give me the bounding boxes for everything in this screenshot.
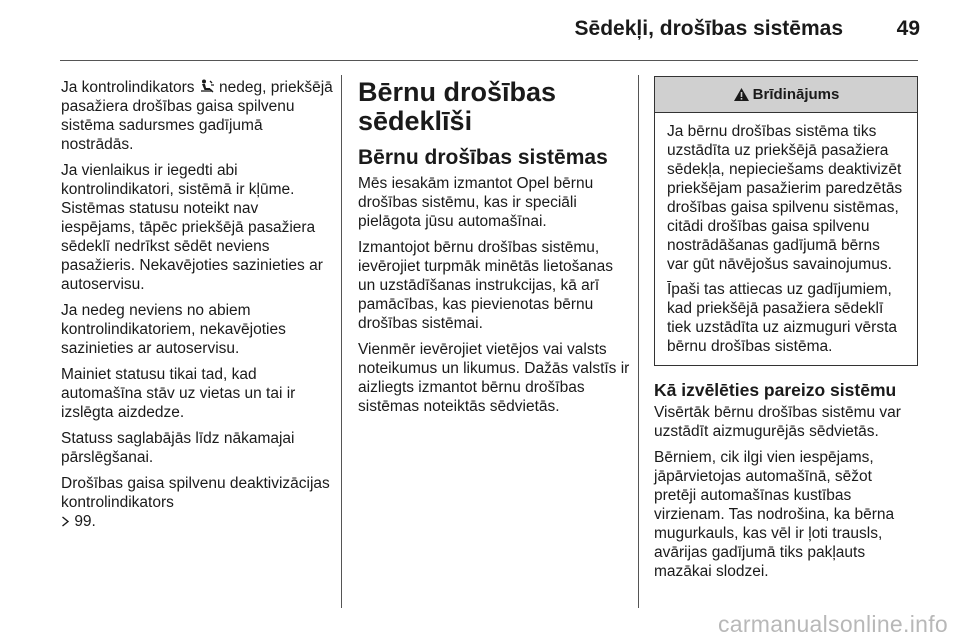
paragraph: Mēs iesakām izmantot Opel bērnu drošības sistēmu, kas ir speciāli pielāgota jūsu automašīnai. — [358, 175, 594, 230]
paragraph: Ja bērnu drošības sistēma tiks uzstādīta uz priekšējā pasažiera sēdekļa, nepieciešams deaktivizēt priekšējam pasažierim paredzētās drošības gaisa spilvenu sistēmas, citādi drošības gaisa spilvenu nostrādāšanas gadījumā bērns var gūt nāvējošus savainojumus. — [667, 123, 903, 273]
paragraph: Statuss saglabājās līdz nākamajai pārslēgšanai. — [61, 430, 295, 466]
warning-triangle-icon — [733, 85, 750, 104]
watermark: carmanualsonline.info — [717, 611, 948, 637]
paragraph: Vienmēr ievērojiet vietējos vai valsts noteikumus un likumus. Dažās valstīs ir aizliegts izmantot bērnu drošības sistēmas noteiktās sēdvietās. — [358, 341, 630, 415]
paragraph: Mainiet statusu tikai tad, kad automašīna stāv uz vietas un tai ir izslēgta aizdedze. — [61, 366, 296, 421]
paragraph: Drošības gaisa spilvenu deaktivizācijas kontrolindikators 99. — [61, 475, 330, 530]
subsection-heading: Kā izvēlēties pareizo sistēmu — [654, 380, 897, 400]
paragraph: Ja nedeg neviens no abiem kontrolindikatoriem, nekavējoties sazinieties ar autoservisu. — [61, 302, 286, 357]
page-number: 49 — [896, 17, 920, 40]
page-title: Sēdekļi, drošības sistēmas — [574, 17, 843, 40]
paragraph: Īpaši tas attiecas uz gadījumiem, kad priekšējā pasažiera sēdeklī tiek uzstādīta uz aizmuguri vērsta bērnu drošības sistēma. — [667, 281, 898, 355]
header-divider — [60, 60, 918, 61]
paragraph: Bērniem, cik ilgi vien iespējams, jāpārvietojas automašīnā, sēžot pretēji automašīnas kustības virzienam. Tas nodrošina, ka bērna mugurkauls, kas vēl ir ļoti trausls, avārijas gadījumā tiks pakļauts mazākai slodzei. — [654, 449, 895, 580]
warning-body — [655, 113, 917, 365]
column-3 — [654, 76, 918, 588]
page-reference-icon — [61, 513, 74, 530]
column-divider-2 — [638, 75, 639, 608]
paragraph: Visērtāk bērnu drošības sistēmu var uzstādīt aizmugurējās sēdvietās. — [654, 404, 901, 440]
section-heading: Bērnu drošības sēdeklīši — [358, 77, 557, 136]
paragraph: Ja vienlaikus ir iegedti abi kontrolindikatori, sistēmā ir kļūme. Sistēmas statusu noteikt nav iespējams, tāpēc priekšējā pasažiera sēdeklī nedrīkst sēdēt neviens pasažieris. Nekavējoties sazinieties ar autoservisu. — [61, 162, 323, 293]
warning-box — [654, 76, 918, 366]
column-divider-1 — [341, 75, 342, 608]
airbag-seat-icon — [199, 79, 219, 96]
paragraph: Ja kontrolindikators nedeg, priekšējā pasažiera drošības gaisa spilvenu sistēma sadursmes gadījumā nostrādās. — [61, 79, 333, 153]
warning-title: Brīdinājums — [752, 86, 840, 103]
warning-header — [655, 77, 917, 113]
column-2 — [358, 78, 630, 423]
subsection-heading: Bērnu drošības sistēmas — [358, 146, 608, 169]
paragraph: Izmantojot bērnu drošības sistēmu, ievērojiet turpmāk minētās lietošanas un uzstādīšanas instrukcijas, kā arī pamācības, kas pievienotas bērnu drošības sistēmai. — [358, 239, 614, 332]
page-reference-link[interactable]: 99. — [74, 513, 96, 530]
column-1 — [61, 78, 333, 538]
